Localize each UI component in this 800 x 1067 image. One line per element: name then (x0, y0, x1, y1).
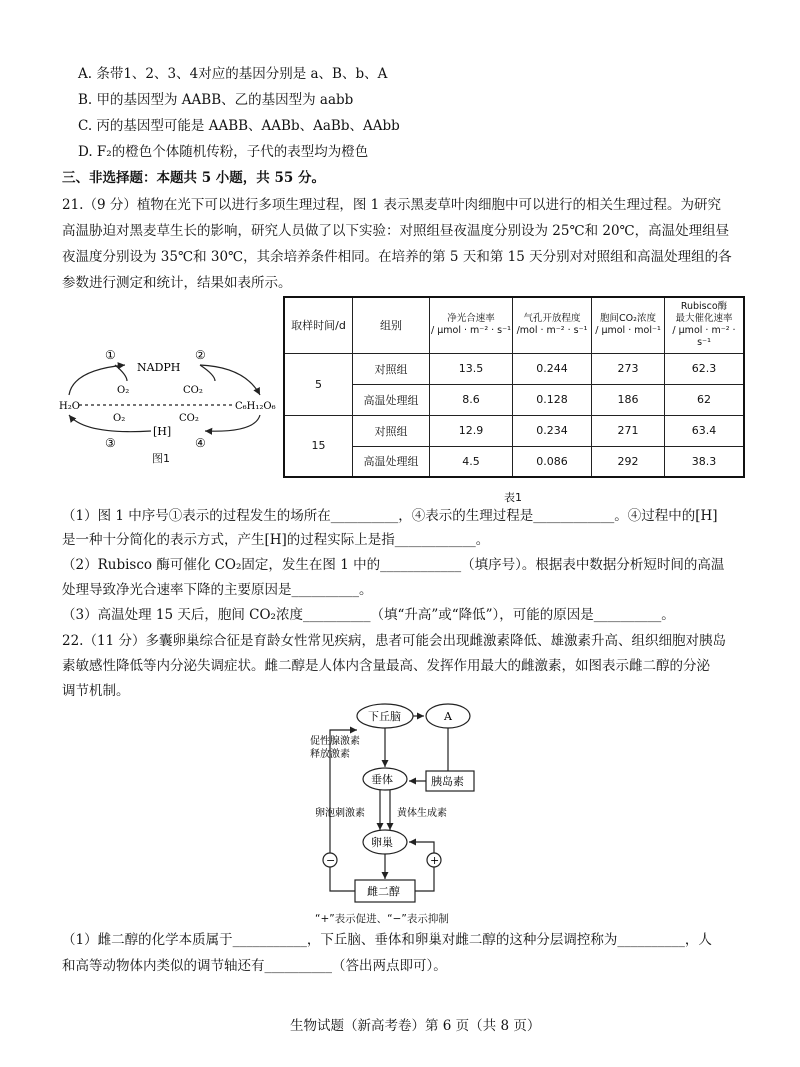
grh-label-1: 促性腺激素 (310, 736, 360, 747)
glucose-label: C₆H₁₂O₆ (235, 401, 276, 412)
option-a: A. 条带1、2、3、4对应的基因分别是 a、B、b、A (78, 66, 388, 82)
minus-label: − (326, 854, 336, 867)
o2-bottom-label: O₂ (113, 413, 126, 424)
page-footer: 生物试题（新高考卷）第 6 页（共 8 页） (290, 1018, 541, 1034)
h-label: [H] (153, 425, 172, 438)
co2-bottom-label: CO₂ (179, 413, 199, 424)
a-label: A (444, 710, 452, 723)
cell-value: 271 (592, 415, 665, 446)
q22-part1-line1: （1）雌二醇的化学本质属于___________，下丘脑、垂体和卵巢对雌二醇的这种分层调控称为__________，人 (62, 932, 712, 948)
cell-group: 对照组 (353, 415, 430, 446)
table-row (284, 446, 744, 477)
plus-label: + (430, 854, 440, 867)
q22-intro-2: 素敏感性降低等内分泌失调症状。雌二醇是人体内含量最高、发挥作用最大的雌激素，如图表示雌二醇的分泌 (62, 658, 710, 674)
fsh-label: 卵泡刺激素 (315, 808, 365, 819)
cell-value: 62.3 (665, 353, 745, 384)
estradiol-regulation-diagram (300, 702, 500, 922)
step-2-label: ② (195, 348, 206, 362)
col-net-photosynthesis-header: 净光合速率 / μmol · m⁻² · s⁻¹ (430, 297, 513, 353)
cell-group: 高温处理组 (353, 446, 430, 477)
cell-value: 4.5 (430, 446, 513, 477)
cell-time: 15 (284, 415, 353, 477)
col-time-header: 取样时间/d (284, 297, 353, 353)
q21-intro-4: 参数进行测定和统计，结果如表所示。 (62, 275, 292, 291)
cell-value: 62 (665, 384, 745, 415)
q21-intro-3: 夜温度分别设为 35℃和 30℃，其余培养条件相同。在培养的第 5 天和第 15 天分别对对照组和高温处理组的各 (62, 249, 732, 265)
q22-intro-3: 调节机制。 (62, 683, 130, 699)
table-row (284, 415, 744, 446)
cell-group: 高温处理组 (353, 384, 430, 415)
h2o-label: H₂O (59, 401, 80, 412)
cell-value: 0.234 (513, 415, 592, 446)
cell-value: 8.6 (430, 384, 513, 415)
option-c: C. 丙的基因型可能是 AABB、AABb、AaBb、AAbb (78, 118, 400, 134)
cell-time: 5 (284, 353, 353, 415)
hypothalamus-label: 下丘脑 (368, 710, 401, 723)
q21-part3: （3）高温处理 15 天后，胞间 CO₂浓度__________（填“升高”或“降低”），可能的原因是__________。 (62, 607, 675, 623)
col-rubisco-header: Rubisco酶 最大催化速率 / μmol · m⁻² · s⁻¹ (665, 297, 745, 353)
section-heading: 三、非选择题：本题共 5 小题，共 55 分。 (62, 170, 325, 186)
q21-part2-line1: （2）Rubisco 酶可催化 CO₂固定，发生在图 1 中的____________（填序号）。根据表中数据分析短时间的高温 (62, 557, 725, 573)
nadph-label: NADPH (137, 361, 181, 374)
figure-1-caption: 图1 (152, 452, 170, 465)
diagram-legend: “+”表示促进、“−”表示抑制 (315, 913, 449, 925)
lh-label: 黄体生成素 (397, 808, 447, 819)
q21-intro-1: 21.（9 分）植物在光下可以进行多项生理过程，图 1 表示黑麦草叶肉细胞中可以进行的相关生理过程。为研究 (62, 197, 722, 213)
table-row (284, 353, 744, 384)
col-stomatal-header: 气孔开放程度 /mol · m⁻² · s⁻¹ (513, 297, 592, 353)
cell-value: 12.9 (430, 415, 513, 446)
step-4-label: ④ (195, 436, 206, 450)
cell-group: 对照组 (353, 353, 430, 384)
cell-value: 63.4 (665, 415, 745, 446)
q22-part1-line2: 和高等动物体内类似的调节轴还有__________（答出两点即可）。 (62, 958, 447, 974)
option-b: B. 甲的基因型为 AABB、乙的基因型为 aabb (78, 92, 354, 108)
table-header-row (284, 297, 744, 353)
cell-value: 186 (592, 384, 665, 415)
cell-value: 292 (592, 446, 665, 477)
step-1-label: ① (105, 348, 116, 362)
cell-value: 0.086 (513, 446, 592, 477)
col-co2-header: 胞间CO₂浓度 / μmol · mol⁻¹ (592, 297, 665, 353)
option-d: D. F₂的橙色个体随机传粉，子代的表型均为橙色 (78, 144, 369, 160)
q21-part1-line2: 是一种十分简化的表示方式，产生[H]的过程实际上是指____________。 (62, 532, 490, 548)
step-3-label: ③ (105, 436, 116, 450)
table-row (284, 384, 744, 415)
cell-value: 38.3 (665, 446, 745, 477)
q21-intro-2: 高温胁迫对黑麦草生长的影响，研究人员做了以下实验：对照组昼夜温度分别设为 25℃和 20℃，高温处理组昼 (62, 223, 730, 239)
results-table (283, 296, 745, 478)
table-1-caption: 表1 (504, 491, 522, 504)
cell-value: 0.128 (513, 384, 592, 415)
ovary-label: 卵巢 (371, 836, 393, 849)
estradiol-label: 雌二醇 (367, 885, 400, 898)
q21-part2-line2: 处理导致净光合速率下降的主要原因是__________。 (62, 582, 373, 598)
cell-value: 273 (592, 353, 665, 384)
grh-label-2: 释放激素 (310, 749, 350, 760)
pituitary-label: 垂体 (371, 773, 393, 786)
cell-value: 13.5 (430, 353, 513, 384)
co2-top-label: CO₂ (183, 385, 203, 396)
o2-top-label: O₂ (117, 385, 130, 396)
q22-intro-1: 22.（11 分）多囊卵巢综合征是育龄女性常见疾病，患者可能会出现雌激素降低、雄激素升高、组织细胞对胰岛 (62, 633, 726, 649)
cell-value: 0.244 (513, 353, 592, 384)
insulin-label: 胰岛素 (431, 775, 464, 788)
col-group-header: 组别 (353, 297, 430, 353)
q21-part1-line1: （1）图 1 中序号①表示的过程发生的场所在__________，④表示的生理过程是____________。④过程中的[H] (62, 508, 718, 524)
